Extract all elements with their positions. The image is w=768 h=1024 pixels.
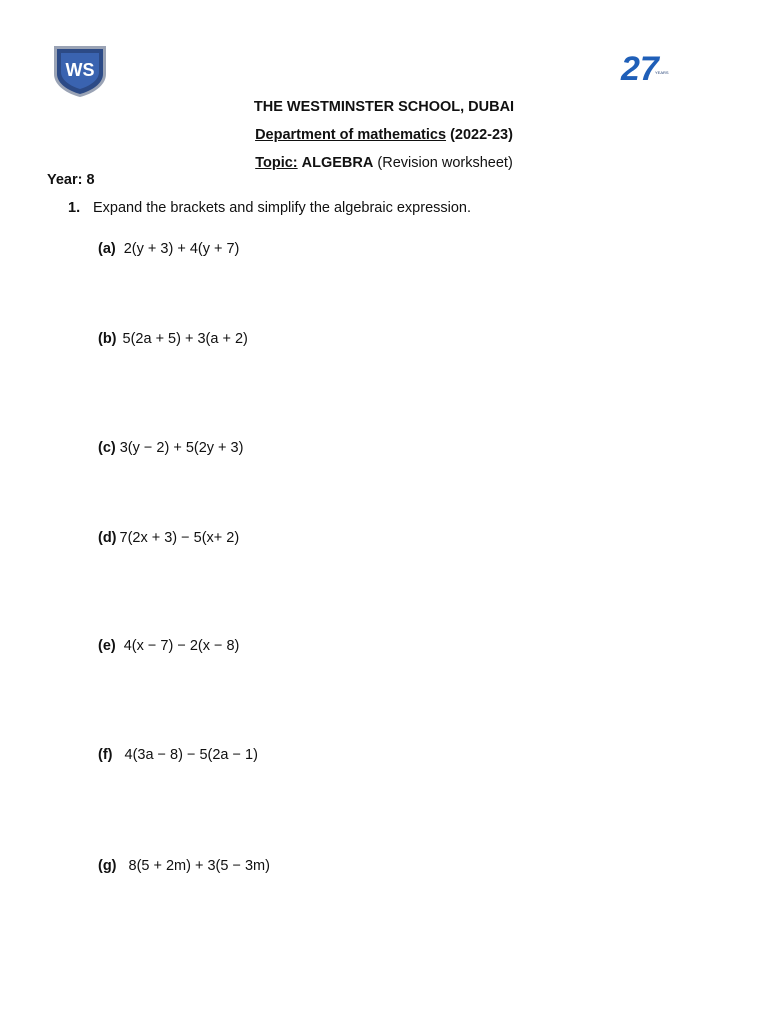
part-label: (e) (98, 638, 116, 654)
part-expression: 5(2a + 5) + 3(a + 2) (122, 331, 248, 347)
part-expression: 7(2x + 3) − 5(x+ 2) (119, 530, 240, 546)
part-label: (f) (98, 747, 113, 763)
department-name: Department of mathematics (255, 127, 447, 143)
question-part (98, 857, 270, 875)
part-label: (g) (98, 858, 117, 874)
part-expression: 4(3a − 8) − 5(2a − 1) (124, 747, 258, 763)
topic-label: Topic: (255, 155, 298, 171)
part-label: (a) (98, 241, 116, 257)
year-label: Year: 8 (47, 172, 95, 188)
question-part (98, 240, 239, 258)
part-expression: 2(y + 3) + 4(y + 7) (123, 241, 240, 257)
part-expression: 4(x − 7) − 2(x − 8) (123, 638, 240, 654)
year-range: (2022-23) (450, 127, 513, 143)
part-expression: 8(5 + 2m) + 3(5 − 3m) (128, 858, 270, 874)
question-part (98, 746, 258, 764)
question-part (98, 439, 243, 457)
question-text: Expand the brackets and simplify the algebraic expression. (93, 200, 472, 216)
question-number: 1. (68, 200, 81, 216)
part-label: (c) (98, 440, 116, 456)
part-label: (d) (98, 530, 117, 546)
school-crest-logo (52, 44, 108, 98)
question-part (98, 330, 248, 348)
question-part (98, 637, 239, 655)
part-label: (b) (98, 331, 117, 347)
part-expression: 3(y − 2) + 5(2y + 3) (119, 440, 244, 456)
topic-note: (Revision worksheet) (377, 155, 513, 171)
topic-name: ALGEBRA (301, 155, 374, 171)
question-part (98, 529, 239, 547)
topic-line (0, 154, 768, 172)
svg-text:WS: WS (65, 60, 95, 80)
svg-text:27: 27 (621, 50, 659, 86)
anniversary-logo (619, 46, 671, 86)
school-title: THE WESTMINSTER SCHOOL, DUBAI (253, 99, 515, 115)
department-line (0, 126, 768, 144)
svg-text:YEARS: YEARS (655, 70, 669, 75)
